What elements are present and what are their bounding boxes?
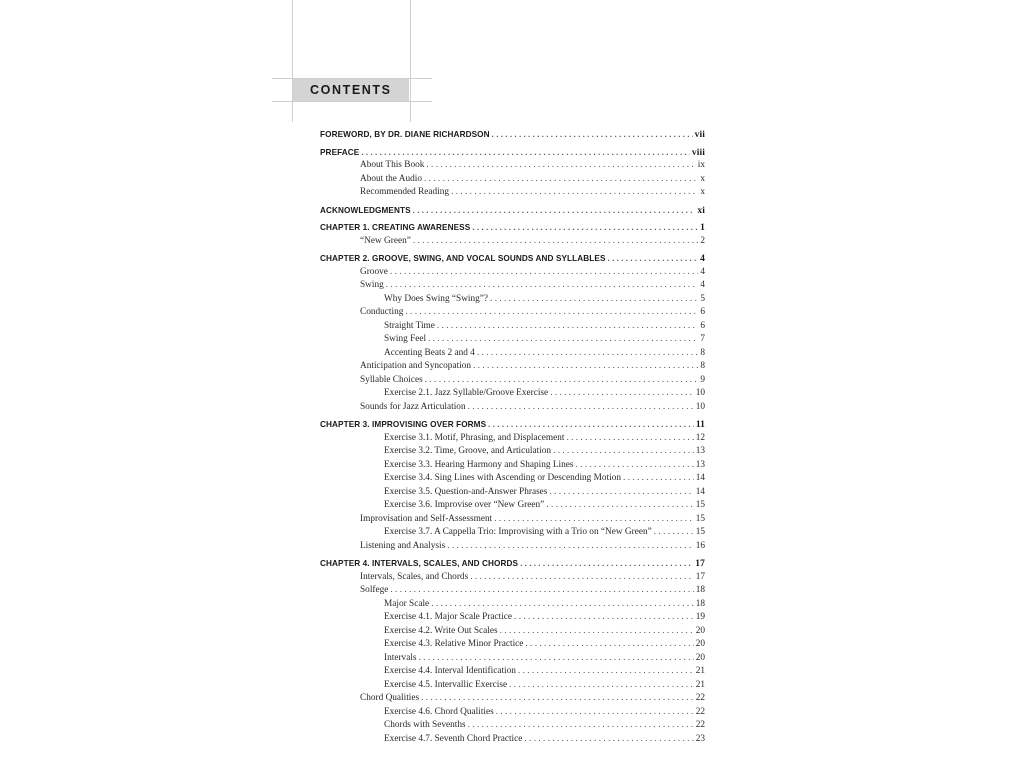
toc-page-number: 14 xyxy=(695,473,705,483)
toc-entry-title: Exercise 3.1. Motif, Phrasing, and Displacement xyxy=(384,432,565,443)
toc-page-number: 13 xyxy=(695,459,705,470)
toc-entry-title: Exercise 3.2. Time, Groove, and Articulation xyxy=(384,446,552,456)
dot-leader xyxy=(492,128,693,142)
toc-entry xyxy=(320,571,705,585)
dot-leader xyxy=(470,571,694,585)
toc-entry xyxy=(320,513,705,527)
toc-entry-title: Exercise 4.3. Relative Minor Practice xyxy=(384,639,524,649)
toc-entry-title: Swing xyxy=(360,280,384,290)
toc-entry-title: Improvisation and Self-Assessment xyxy=(360,513,493,524)
toc-entry xyxy=(320,306,705,320)
toc-entry-title: ACKNOWLEDGMENTS xyxy=(320,205,411,215)
toc-page-number: 15 xyxy=(695,500,705,510)
toc-entry xyxy=(320,625,705,639)
toc-page-number: 4 xyxy=(700,266,705,277)
dot-leader xyxy=(608,252,699,266)
dot-leader xyxy=(424,173,698,187)
toc-page-number: 5 xyxy=(700,293,705,304)
dot-leader xyxy=(473,360,698,374)
dot-leader xyxy=(361,146,690,160)
dot-leader xyxy=(472,221,698,235)
toc-entry xyxy=(320,387,705,401)
toc-entry xyxy=(320,679,705,693)
dot-leader xyxy=(494,513,693,527)
dot-leader xyxy=(500,625,694,639)
toc-entry-title: Solfege xyxy=(360,585,389,595)
dot-leader xyxy=(428,333,698,347)
toc-page-number: 4 xyxy=(700,280,705,290)
toc-entry xyxy=(320,159,705,173)
toc-page-number: 10 xyxy=(695,388,705,398)
toc-entry-title: CHAPTER 3. IMPROVISING OVER FORMS xyxy=(320,420,487,429)
dot-leader xyxy=(419,652,694,666)
dot-leader xyxy=(553,445,694,459)
dot-leader xyxy=(546,499,693,513)
dot-leader xyxy=(431,598,694,612)
toc-entry-title: Straight Time xyxy=(384,320,435,331)
toc-page-number: 4 xyxy=(700,254,705,264)
dot-leader xyxy=(386,279,699,293)
dot-leader xyxy=(437,320,698,334)
toc-page-number: 20 xyxy=(695,652,705,663)
toc-entry xyxy=(320,692,705,706)
page-title: CONTENTS xyxy=(310,83,392,97)
toc-entry xyxy=(320,486,705,500)
toc-entry-title: Exercise 3.7. A Cappella Trio: Improvising with a Trio on “New Green” xyxy=(384,527,652,537)
toc-page-number: viii xyxy=(691,147,705,158)
toc-entry xyxy=(320,173,705,187)
toc-page-number: 13 xyxy=(695,446,705,456)
dot-leader xyxy=(549,486,693,500)
toc-page-number: 22 xyxy=(695,693,705,703)
dot-leader xyxy=(451,186,698,200)
crop-mark-horizontal-bottom xyxy=(272,101,432,102)
toc-section-entry xyxy=(320,128,705,142)
dot-leader xyxy=(654,526,694,540)
toc-entry xyxy=(320,526,705,540)
toc-page-number: 21 xyxy=(695,666,705,676)
toc-entry xyxy=(320,638,705,652)
toc-page-number: 11 xyxy=(695,420,705,430)
toc-entry-title: CHAPTER 1. CREATING AWARENESS xyxy=(320,223,471,232)
toc-entry-title: Listening and Analysis xyxy=(360,540,446,551)
toc-page-number: 10 xyxy=(695,401,705,412)
toc-page-number: 16 xyxy=(695,540,705,551)
toc-entry xyxy=(320,584,705,598)
dot-leader xyxy=(518,665,694,679)
toc-entry-title: Exercise 4.5. Intervallic Exercise xyxy=(384,679,508,690)
toc-entry xyxy=(320,719,705,733)
toc-page-number: 20 xyxy=(695,639,705,649)
toc-page-number: 22 xyxy=(695,720,705,730)
crop-mark-vertical-right xyxy=(410,0,411,122)
toc-page-number: 15 xyxy=(695,513,705,524)
dot-leader xyxy=(520,557,693,571)
dot-leader xyxy=(468,401,694,415)
toc-section-entry xyxy=(320,204,705,218)
toc-entry-title: Exercise 2.1. Jazz Syllable/Groove Exercise xyxy=(384,388,549,398)
toc-page-number: 21 xyxy=(695,679,705,690)
toc-entry-title: Exercise 4.4. Interval Identification xyxy=(384,666,516,676)
toc-page-number: 19 xyxy=(695,612,705,622)
toc-page-number: 14 xyxy=(695,486,705,497)
toc-entry-title: “New Green” xyxy=(360,235,411,246)
toc-page-number: vii xyxy=(694,130,705,140)
toc-entry-title: Anticipation and Syncopation xyxy=(360,361,472,371)
toc-page-number: 2 xyxy=(700,235,705,246)
toc-entry-title: Exercise 3.4. Sing Lines with Ascending or Descending Motion xyxy=(384,473,622,483)
dot-leader xyxy=(477,347,698,361)
toc-page-number: xi xyxy=(697,205,705,216)
dot-leader xyxy=(488,418,694,432)
toc-entry-title: Exercise 4.1. Major Scale Practice xyxy=(384,612,513,622)
toc-entry-title: Major Scale xyxy=(384,598,430,609)
toc-section-entry xyxy=(320,557,705,571)
toc-section-entry xyxy=(320,221,705,235)
toc-entry xyxy=(320,652,705,666)
toc-entry-title: Chord Qualities xyxy=(360,693,420,703)
toc-page-number: 12 xyxy=(695,432,705,443)
toc-entry-title: Exercise 4.2. Write Out Scales xyxy=(384,625,498,636)
dot-leader xyxy=(576,459,694,473)
dot-leader xyxy=(524,733,693,747)
toc-page-number: 9 xyxy=(700,374,705,385)
toc-entry xyxy=(320,472,705,486)
dot-leader xyxy=(514,611,694,625)
toc-entry-title: Exercise 3.3. Hearing Harmony and Shaping Lines xyxy=(384,459,574,470)
toc-entry xyxy=(320,499,705,513)
toc-section-entry xyxy=(320,252,705,266)
toc-entry xyxy=(320,279,705,293)
toc-entry-title: Exercise 4.6. Chord Qualities xyxy=(384,706,494,717)
toc-page-number: 20 xyxy=(695,625,705,636)
crop-mark-vertical-left xyxy=(292,0,293,122)
toc-page-number: 1 xyxy=(700,223,705,233)
toc-entry xyxy=(320,360,705,374)
toc-entry-title: Intervals, Scales, and Chords xyxy=(360,571,469,582)
toc-entry xyxy=(320,266,705,280)
toc-entry xyxy=(320,733,705,747)
toc-entry-title: Exercise 4.7. Seventh Chord Practice xyxy=(384,733,523,744)
toc-entry-title: Exercise 3.5. Question-and-Answer Phrases xyxy=(384,486,548,497)
dot-leader xyxy=(550,387,694,401)
toc-entry-title: Why Does Swing “Swing”? xyxy=(384,293,489,304)
toc-page-number: 17 xyxy=(695,571,705,582)
toc-entry xyxy=(320,333,705,347)
toc-entry-title: FOREWORD, BY DR. DIANE RICHARDSON xyxy=(320,130,490,139)
toc-entry-title: Groove xyxy=(360,266,388,277)
toc-entry xyxy=(320,445,705,459)
dot-leader xyxy=(390,266,698,280)
dot-leader xyxy=(425,374,699,388)
toc-entry-title: About the Audio xyxy=(360,173,422,184)
toc-entry xyxy=(320,706,705,720)
toc-page-number: 18 xyxy=(695,585,705,595)
toc-page-number: 23 xyxy=(695,733,705,744)
toc-entry-title: Intervals xyxy=(384,652,417,663)
dot-leader xyxy=(566,432,693,446)
dot-leader xyxy=(623,472,694,486)
toc-entry xyxy=(320,293,705,307)
toc-entry xyxy=(320,665,705,679)
toc-page-number: 7 xyxy=(700,334,705,344)
dot-leader xyxy=(426,159,695,173)
toc-entry-title: Swing Feel xyxy=(384,334,427,344)
toc-entry-title: CHAPTER 2. GROOVE, SWING, AND VOCAL SOUNDS AND SYLLABLES xyxy=(320,254,606,263)
dot-leader xyxy=(496,706,694,720)
dot-leader xyxy=(447,540,693,554)
dot-leader xyxy=(421,692,694,706)
dot-leader xyxy=(413,204,696,218)
dot-leader xyxy=(468,719,694,733)
toc-entry-title: CHAPTER 4. INTERVALS, SCALES, AND CHORDS xyxy=(320,559,519,568)
toc-entry xyxy=(320,320,705,334)
toc-entry xyxy=(320,401,705,415)
toc-entry-title: Exercise 3.6. Improvise over “New Green” xyxy=(384,500,545,510)
dot-leader xyxy=(490,293,698,307)
toc-entry xyxy=(320,540,705,554)
toc-page-number: 8 xyxy=(700,347,705,358)
toc-entry-title: About This Book xyxy=(360,160,425,170)
toc-entry xyxy=(320,235,705,249)
toc-entry xyxy=(320,432,705,446)
dot-leader xyxy=(390,584,693,598)
toc-entry xyxy=(320,598,705,612)
toc-page-number: 8 xyxy=(700,361,705,371)
toc-entry-title: Sounds for Jazz Articulation xyxy=(360,401,466,412)
toc-entry-title: PREFACE xyxy=(320,147,360,157)
dot-leader xyxy=(413,235,699,249)
toc-section-entry xyxy=(320,418,705,432)
toc-page-number: 6 xyxy=(700,320,705,331)
toc-entry xyxy=(320,459,705,473)
table-of-contents xyxy=(320,128,705,746)
toc-page-number: 18 xyxy=(695,598,705,609)
toc-page-number: 6 xyxy=(700,307,705,317)
toc-entry-title: Recommended Reading xyxy=(360,187,450,197)
toc-entry xyxy=(320,611,705,625)
dot-leader xyxy=(525,638,693,652)
dot-leader xyxy=(509,679,694,693)
toc-section-entry xyxy=(320,146,705,160)
toc-page-number: x xyxy=(700,173,705,184)
toc-entry-title: Chords with Sevenths xyxy=(384,720,466,730)
toc-entry-title: Syllable Choices xyxy=(360,374,423,385)
toc-page-number: x xyxy=(700,187,705,197)
toc-entry xyxy=(320,186,705,200)
toc-page-number: 15 xyxy=(695,527,705,537)
dot-leader xyxy=(405,306,698,320)
toc-page-number: 17 xyxy=(695,559,705,569)
toc-page-number: ix xyxy=(697,160,705,170)
toc-entry xyxy=(320,374,705,388)
toc-page-number: 22 xyxy=(695,706,705,717)
toc-entry xyxy=(320,347,705,361)
toc-entry-title: Conducting xyxy=(360,307,404,317)
toc-entry-title: Accenting Beats 2 and 4 xyxy=(384,347,475,358)
